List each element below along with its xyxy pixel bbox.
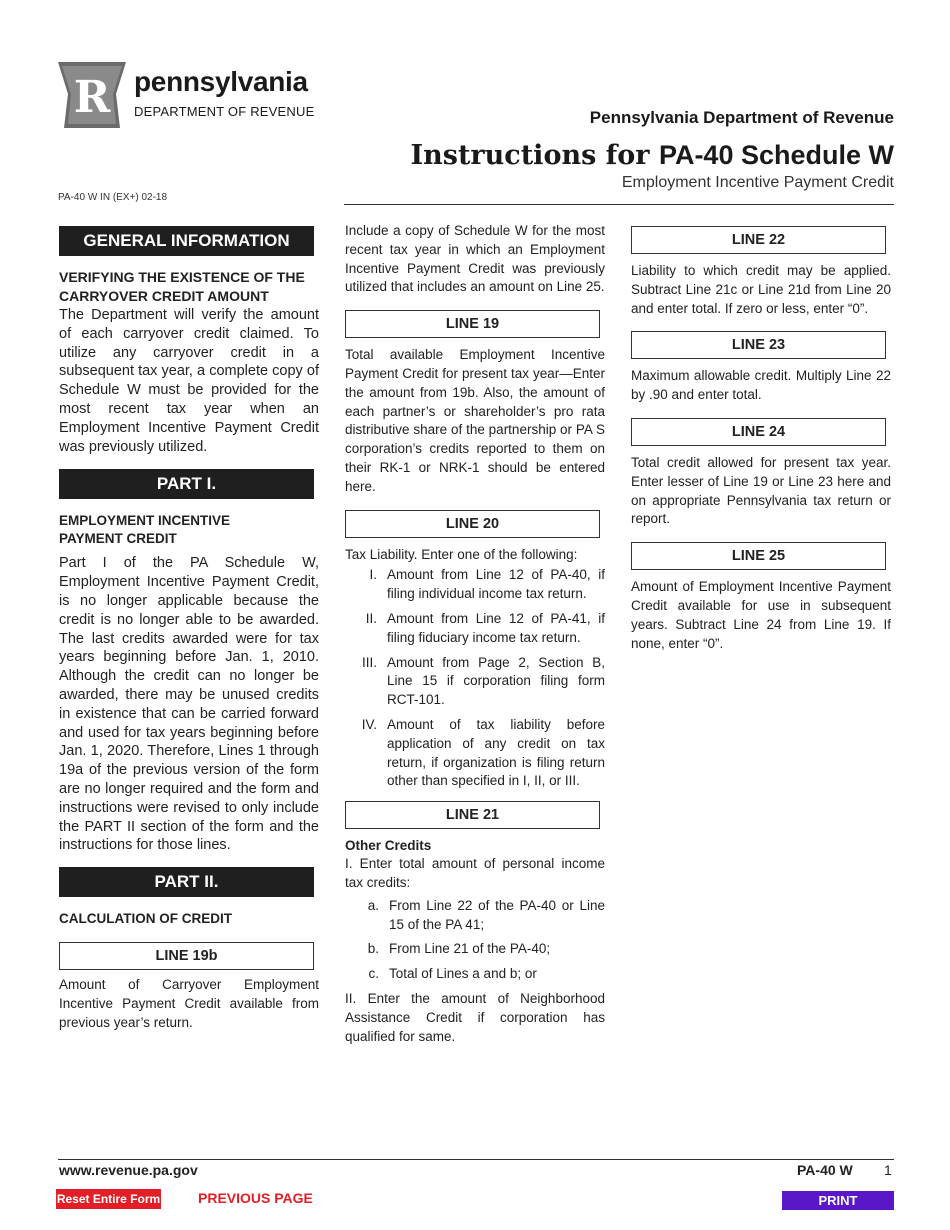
line-25-text: Amount of Employment Incentive Payment Credit available for use in subsequent years. Subtract Line 24 from Line 19. If none, enter “0”. <box>631 579 891 651</box>
line-21-subheading: Other Credits <box>345 838 432 854</box>
list-item-number: a. <box>367 897 379 913</box>
line-23-text: Maximum allowable credit. Multiply Line 22 by .90 and enter total. <box>631 368 891 403</box>
line-21-outro: II. Enter the amount of Neighborhood Assistance Credit if corporation has qualified for same. <box>345 990 605 1044</box>
line-22-label: LINE 22 <box>631 226 886 254</box>
line-19b-label: LINE 19b <box>59 942 314 970</box>
line-20-intro: Tax Liability. Enter one of the following: <box>345 546 578 562</box>
column-3 <box>631 226 891 653</box>
list-item-number: IV. <box>361 716 377 732</box>
list-item <box>345 610 605 648</box>
line-24-text: Total credit allowed for present tax year. Enter lesser of Line 19 or Line 23 here and on appropriate Pennsylvania tax return or report. <box>631 454 891 527</box>
line-25-label: LINE 25 <box>631 542 886 570</box>
list-item-text: Amount from Line 12 of PA-40, if filing individual income tax return. <box>387 567 605 602</box>
list-item <box>357 965 605 984</box>
keystone-logo <box>58 60 126 128</box>
list-item-text: Amount from Page 2, Section B, Line 15 if corporation filing form RCT-101. <box>387 654 605 708</box>
list-item <box>357 897 605 935</box>
page-title <box>410 140 894 171</box>
list-item-number: II. <box>365 610 377 626</box>
list-item-text: From Line 22 of the PA-40 or Line 15 of the PA 41; <box>389 897 605 932</box>
list-item-text: Amount of tax liability before application of any credit on tax return, if organization is filing return other than specified in I, II, or III. <box>387 716 605 789</box>
page-subtitle: Employment Incentive Payment Credit <box>621 174 894 191</box>
verify-text: The Department will verify the amount of each carryover credit claimed. To utilize any carryover credit in a subsequent tax year, a complete copy of Schedule W must be provided for the most recent tax year when an Employment Incentive Payment Credit was previously utilized. <box>59 307 319 455</box>
part-2-subheading: CALCULATION OF CREDIT <box>59 911 232 927</box>
list-item <box>345 716 605 791</box>
brand-name: pennsylvania <box>134 66 308 97</box>
previous-page-button[interactable]: PREVIOUS PAGE <box>198 1190 313 1206</box>
form-code: PA-40 W IN (EX+) 02-18 <box>58 192 168 203</box>
list-item <box>345 566 605 604</box>
line-19b-text: Amount of Carryover Employment Incentive Payment Credit available from previous year’s return. <box>59 977 319 1030</box>
list-item <box>345 654 605 710</box>
general-information-heading: GENERAL INFORMATION <box>59 226 314 256</box>
department-title: Pennsylvania Department of Revenue <box>589 108 894 127</box>
list-item-number: III. <box>361 654 377 670</box>
logo-letter: R <box>73 72 111 123</box>
line-20-list <box>345 566 605 791</box>
footer-page-number: 1 <box>884 1162 892 1178</box>
footer-form-code: PA-40 W <box>797 1162 853 1178</box>
part-1-heading: PART I. <box>59 469 314 499</box>
line-19-text: Total available Employment Incentive Payment Credit for present tax year—Enter the amount from 19b. Also, the amount of each partner’s or shareholder’s pro rata distributive share of the partnership or PA S corporation’s credits reported to them on their RK-1 or NRK-1 should be entered here. <box>345 347 605 494</box>
list-item <box>357 940 605 959</box>
brand-subtitle: DEPARTMENT OF REVENUE <box>134 104 315 119</box>
line-21-label: LINE 21 <box>345 801 600 829</box>
reset-form-button[interactable]: Reset Entire Form <box>56 1189 161 1209</box>
list-item-text: Total of Lines a and b; or <box>389 966 537 982</box>
header-divider <box>344 204 894 205</box>
footer-divider <box>58 1159 894 1160</box>
footer-url: www.revenue.pa.gov <box>59 1162 198 1178</box>
line-24-label: LINE 24 <box>631 418 886 446</box>
part-2-heading: PART II. <box>59 867 314 897</box>
part-1-subheading: EMPLOYMENT INCENTIVE PAYMENT CREDIT <box>59 513 231 547</box>
line-19-label: LINE 19 <box>345 310 600 338</box>
verify-heading: VERIFYING THE EXISTENCE OF THE CARRYOVER CREDIT AMOUNT <box>59 269 305 304</box>
line-21-intro: I. Enter total amount of personal income tax credits: <box>345 856 605 890</box>
part-1-text: Part I of the PA Schedule W, Employment Incentive Payment Credit, is no longer applicable because the credit is no longer able to be awarded. The last credits awarded were for tax years beginning before Jan. 1, 2010. Although the credit can no longer be awarded, there may be unused credits in existence that can be carried forward and used for tax years beginning before Jan. 1, 2020. Therefore, Lines 1 through 19a of the previous version of the form are no longer required and the form and instructions were revised to only include the PART II section of the form and the instructions for those lines. <box>59 555 319 854</box>
column-2 <box>345 223 605 1046</box>
line-23-label: LINE 23 <box>631 331 886 359</box>
print-button[interactable]: PRINT <box>782 1191 894 1210</box>
list-item-number: I. <box>369 567 377 583</box>
column-1 <box>59 226 319 1033</box>
list-item-text: From Line 21 of the PA-40; <box>389 941 551 957</box>
intro-text: Include a copy of Schedule W for the most recent tax year in which an Employment Incentive Payment Credit was previously utilized that includes an amount on Line 25. <box>345 223 605 295</box>
line-21-list <box>345 897 605 984</box>
list-item-text: Amount from Line 12 of PA-41, if filing fiduciary income tax return. <box>387 610 605 645</box>
title-prefix: Instructions for <box>410 140 659 171</box>
title-form: PA-40 Schedule W <box>658 140 894 170</box>
line-20-label: LINE 20 <box>345 510 600 538</box>
list-item-number: b. <box>367 941 379 957</box>
list-item-number: c. <box>368 966 379 982</box>
line-22-text: Liability to which credit may be applied. Subtract Line 21c or Line 21d from Line 20 and enter total. If zero or less, enter “0”. <box>631 263 891 316</box>
